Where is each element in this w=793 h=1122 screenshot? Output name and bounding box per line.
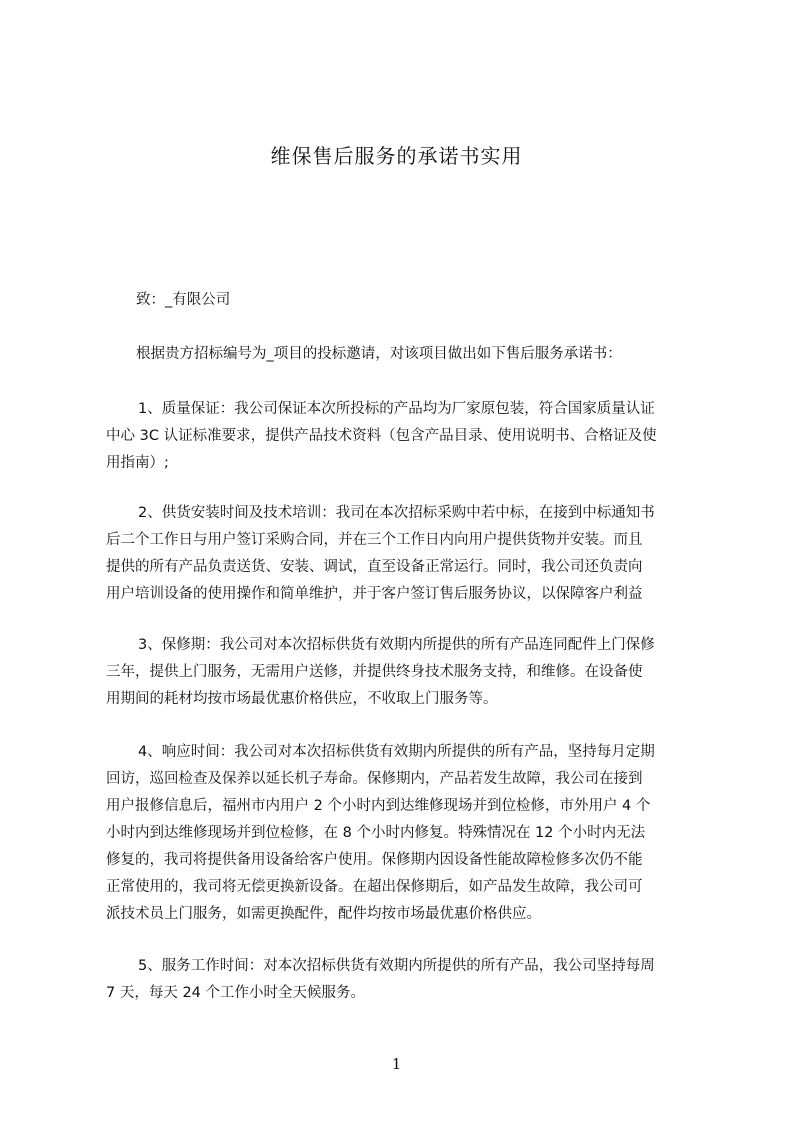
paragraph-line: 中心 3C 认证标准要求，提供产品技术资料（包含产品目录、使用说明书、合格证及使 — [106, 428, 657, 444]
paragraph-line: 提供的所有产品负责送货、安装、调试，直至设备正常运行。同时，我公司还负责向 — [106, 559, 643, 575]
paragraph-line: 正常使用的，我司将无偿更换新设备。在超出保修期后，如产品发生故障，我公司可 — [106, 879, 643, 895]
paragraph-line: 用期间的耗材均按市场最优惠价格供应，不收取上门服务等。 — [106, 691, 498, 707]
page-number: 1 — [391, 1055, 402, 1073]
paragraph-line: 用指南）; — [106, 455, 169, 471]
paragraph-line: 小时内到达维修现场并到位检修，在 8 个小时内修复。特殊情况在 12 个小时内无法 — [106, 825, 646, 841]
paragraph-line: 4、响应时间：我公司对本次招标供货有效期内所提供的所有产品，坚持每月定期 — [138, 744, 655, 760]
addressee-line: 致：_有限公司 — [136, 292, 231, 308]
paragraph-line: 修复的，我司将提供备用设备给客户使用。保修期内因设备性能故障检修多次仍不能 — [106, 852, 643, 868]
paragraph-line: 7 天，每天 24 个工作小时全天候服务。 — [106, 985, 366, 1001]
paragraph-line: 3、保修期：我公司对本次招标供货有效期内所提供的所有产品连同配件上门保修 — [138, 637, 655, 653]
paragraph-line: 三年，提供上门服务，无需用户送修，并提供终身技术服务支持，和维修。在设备使 — [106, 664, 643, 680]
paragraph-line: 派技术员上门服务，如需更换配件，配件均按市场最优惠价格供应。 — [106, 906, 541, 922]
paragraph-line: 1、质量保证：我公司保证本次所投标的产品均为厂家原包装，符合国家质量认证 — [138, 401, 655, 417]
paragraph-line: 用户培训设备的使用操作和简单维护，并于客户签订售后服务协议，以保障客户利益 — [106, 586, 643, 602]
paragraph-line: 回访，巡回检查及保养以延长机子寿命。保修期内，产品若发生故障，我公司在接到 — [106, 771, 643, 787]
paragraph-line: 后二个工作日与用户签订采购合同，并在三个工作日内向用户提供货物并安装。而且 — [106, 532, 643, 548]
intro-paragraph: 根据贵方招标编号为_项目的投标邀请，对该项目做出如下售后服务承诺书： — [136, 346, 622, 362]
paragraph-line: 2、供货安装时间及技术培训：我司在本次招标采购中若中标，在接到中标通知书 — [138, 505, 655, 521]
paragraph-line: 5、服务工作时间：对本次招标供货有效期内所提供的所有产品，我公司坚持每周 — [138, 958, 655, 974]
paragraph-line: 用户报修信息后，福州市内用户 2 个小时内到达维修现场并到位检修，市外用户 4 个 — [106, 798, 651, 814]
page-title: 维保售后服务的承诺书实用 — [270, 144, 523, 168]
